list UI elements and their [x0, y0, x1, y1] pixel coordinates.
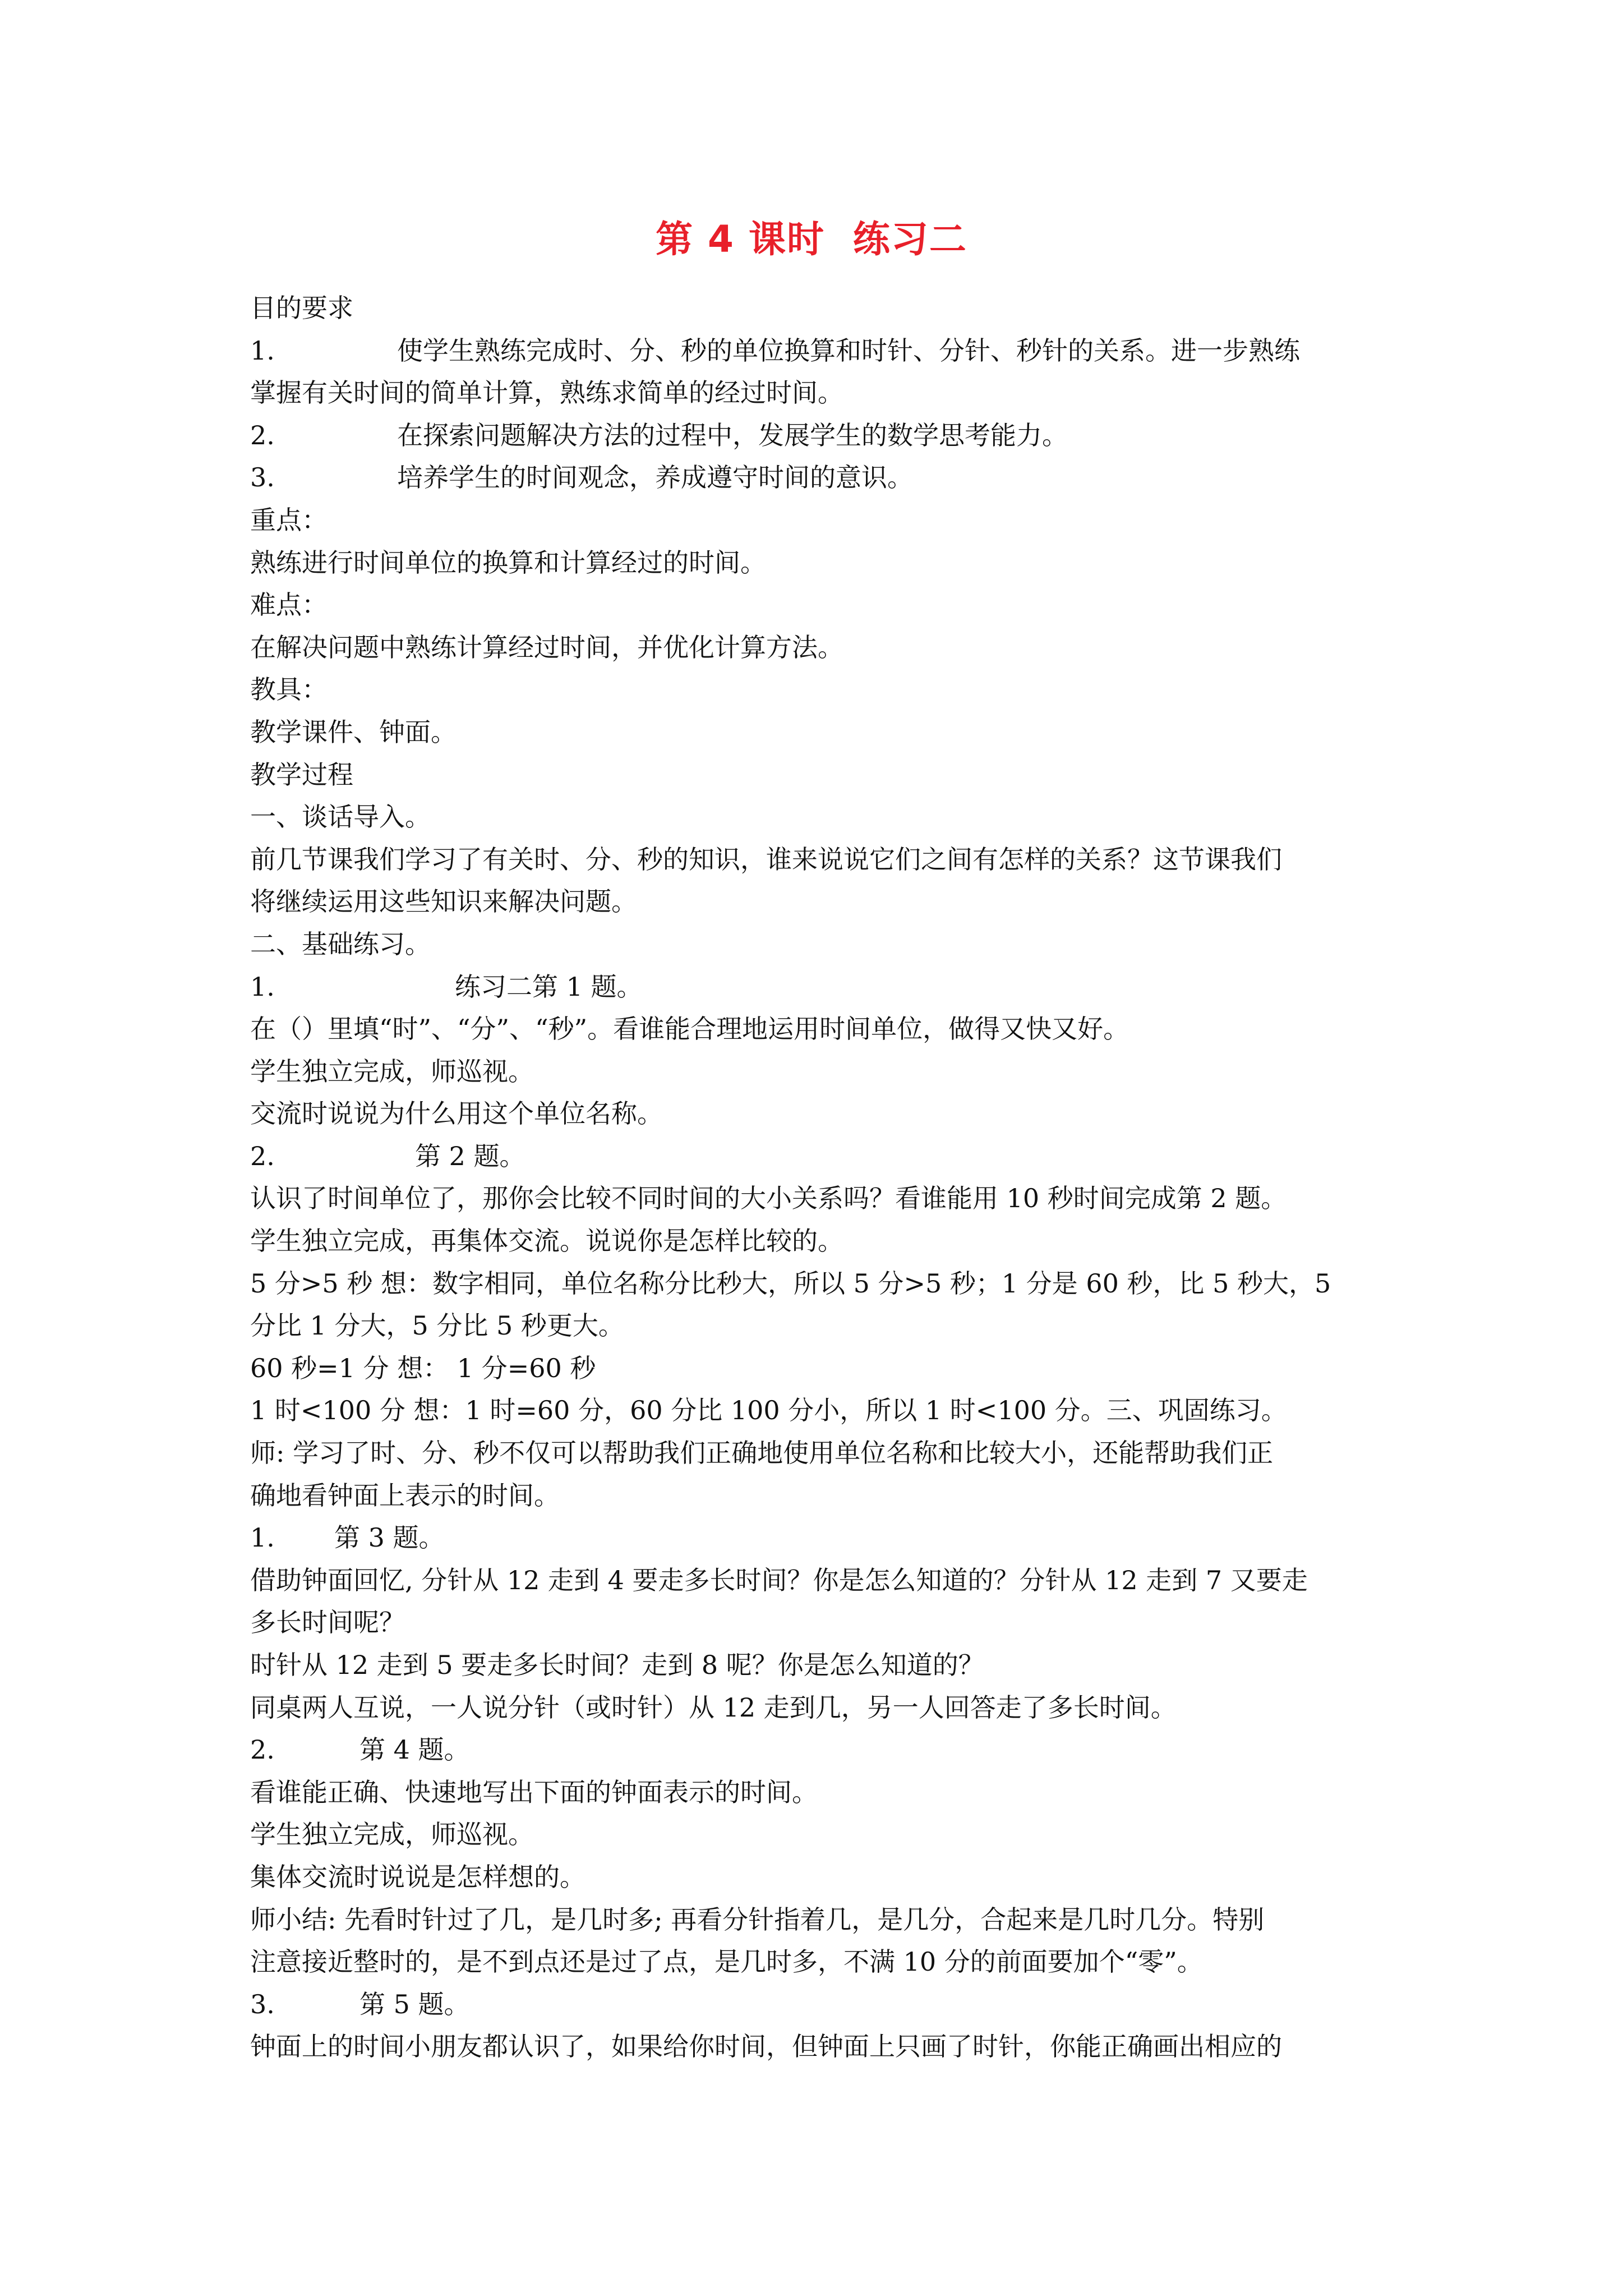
paragraph-line: 集体交流时说说是怎样想的。: [250, 1861, 585, 1892]
list-number: 3.: [250, 1989, 275, 2019]
paragraph-line: 学生独立完成，师巡视。: [250, 1819, 534, 1850]
list-number: 3.: [250, 462, 275, 493]
paragraph-line: 时针从 12 走到 5 要走多长时间？走到 8 呢？你是怎么知道的？: [250, 1650, 984, 1680]
paragraph-line: 在（）里填“时”、“分”、“秒”。看谁能合理地运用时间单位，做得又快又好。: [250, 1014, 1129, 1045]
objective-item: 2. 在探索问题解决方法的过程中，发展学生的数学思考能力。: [250, 415, 1401, 457]
paragraph-line: 交流时说说为什么用这个单位名称。: [250, 1098, 663, 1129]
heading-difficulties: 难点：: [250, 590, 328, 620]
objective-item: 3. 培养学生的时间观念，养成遵守时间的意识。: [250, 457, 1401, 499]
heading-objectives: 目的要求: [250, 293, 353, 323]
document-title: 第 4 课时 练习二: [656, 218, 967, 261]
paragraph-line: 师小结: 先看时针过了几，是几时多; 再看分针指着几，是几分，合起来是几时几分。特别: [250, 1904, 1265, 1935]
exercise-item: 1. 练习二第 1 题。: [250, 966, 1401, 1009]
paragraph-line: 借助钟面回忆, 分针从 12 走到 4 要走多长时间？你是怎么知道的？分针从 12 走到 7 又要走: [250, 1565, 1308, 1595]
paragraph-line: 熟练进行时间单位的换算和计算经过的时间。: [250, 547, 766, 578]
paragraph-line: 认识了时间单位了，那你会比较不同时间的大小关系吗？看谁能用 10 秒时间完成第 2 题。: [250, 1183, 1287, 1214]
paragraph-line: 将继续运用这些知识来解决问题。: [250, 886, 637, 917]
list-number: 2.: [250, 1140, 275, 1171]
paragraph-line: 5 分>5 秒 想：数字相同，单位名称分比秒大，所以 5 分>5 秒；1 分是 60 秒，比 5 秒大，5: [250, 1268, 1331, 1299]
exercise-item: 2. 第 2 题。: [250, 1135, 1401, 1178]
section-heading: 二、基础练习。: [250, 928, 431, 959]
document-body: [250, 287, 1401, 2068]
paragraph-line: 师: 学习了时、分、秒不仅可以帮助我们正确地使用单位名称和比较大小，还能帮助我们正: [250, 1438, 1274, 1469]
paragraph-line: 钟面上的时间小朋友都认识了，如果给你时间，但钟面上只画了时针，你能正确画出相应的: [250, 2031, 1282, 2062]
paragraph-line: 掌握有关时间的简单计算，熟练求简单的经过时间。: [250, 378, 843, 408]
exercise-item: 1. 第 3 题。: [250, 1517, 1401, 1559]
paragraph-line: 分比 1 分大，5 分比 5 秒更大。: [250, 1310, 624, 1341]
paragraph-line: 前几节课我们学习了有关时、分、秒的知识，谁来说说它们之间有怎样的关系？这节课我们: [250, 844, 1282, 875]
paragraph-line: 同桌两人互说，一人说分针（或时针）从 12 走到几，另一人回答走了多长时间。: [250, 1692, 1177, 1723]
section-heading: 一、谈话导入。: [250, 802, 431, 832]
paragraph-line: 确地看钟面上表示的时间。: [250, 1480, 560, 1511]
paragraph-line: 注意接近整时的，是不到点还是过了点，是几时多，不满 10 分的前面要加个“零”。: [250, 1947, 1203, 1977]
paragraph-line: 多长时间呢？: [250, 1607, 405, 1638]
list-number: 1.: [250, 1522, 275, 1553]
paragraph-line: 在解决问题中熟练计算经过时间，并优化计算方法。: [250, 632, 843, 662]
paragraph-line: 60 秒=1 分 想： 1 分=60 秒: [250, 1352, 596, 1383]
heading-teaching-process: 教学过程: [250, 759, 353, 790]
paragraph-line: 1 时<100 分 想：1 时=60 分，60 分比 100 分小，所以 1 时<100 分。三、巩固练习。: [250, 1395, 1287, 1426]
heading-key-points: 重点：: [250, 504, 328, 535]
objective-item: 1. 使学生熟练完成时、分、秒的单位换算和时针、分针、秒针的关系。进一步熟练: [250, 330, 1401, 372]
paragraph-line: 学生独立完成，师巡视。: [250, 1056, 534, 1087]
heading-teaching-aids: 教具：: [250, 674, 328, 705]
list-number: 2.: [250, 1734, 275, 1765]
paragraph-line: 看谁能正确、快速地写出下面的钟面表示的时间。: [250, 1777, 818, 1807]
list-number: 2.: [250, 420, 275, 450]
list-number: 1.: [250, 971, 275, 1002]
list-number: 1.: [250, 335, 275, 366]
exercise-item: 3. 第 5 题。: [250, 1984, 1401, 2026]
paragraph-line: 学生独立完成，再集体交流。说说你是怎样比较的。: [250, 1226, 843, 1257]
paragraph-line: 教学课件、钟面。: [250, 716, 457, 747]
exercise-item: 2. 第 4 题。: [250, 1729, 1401, 1772]
